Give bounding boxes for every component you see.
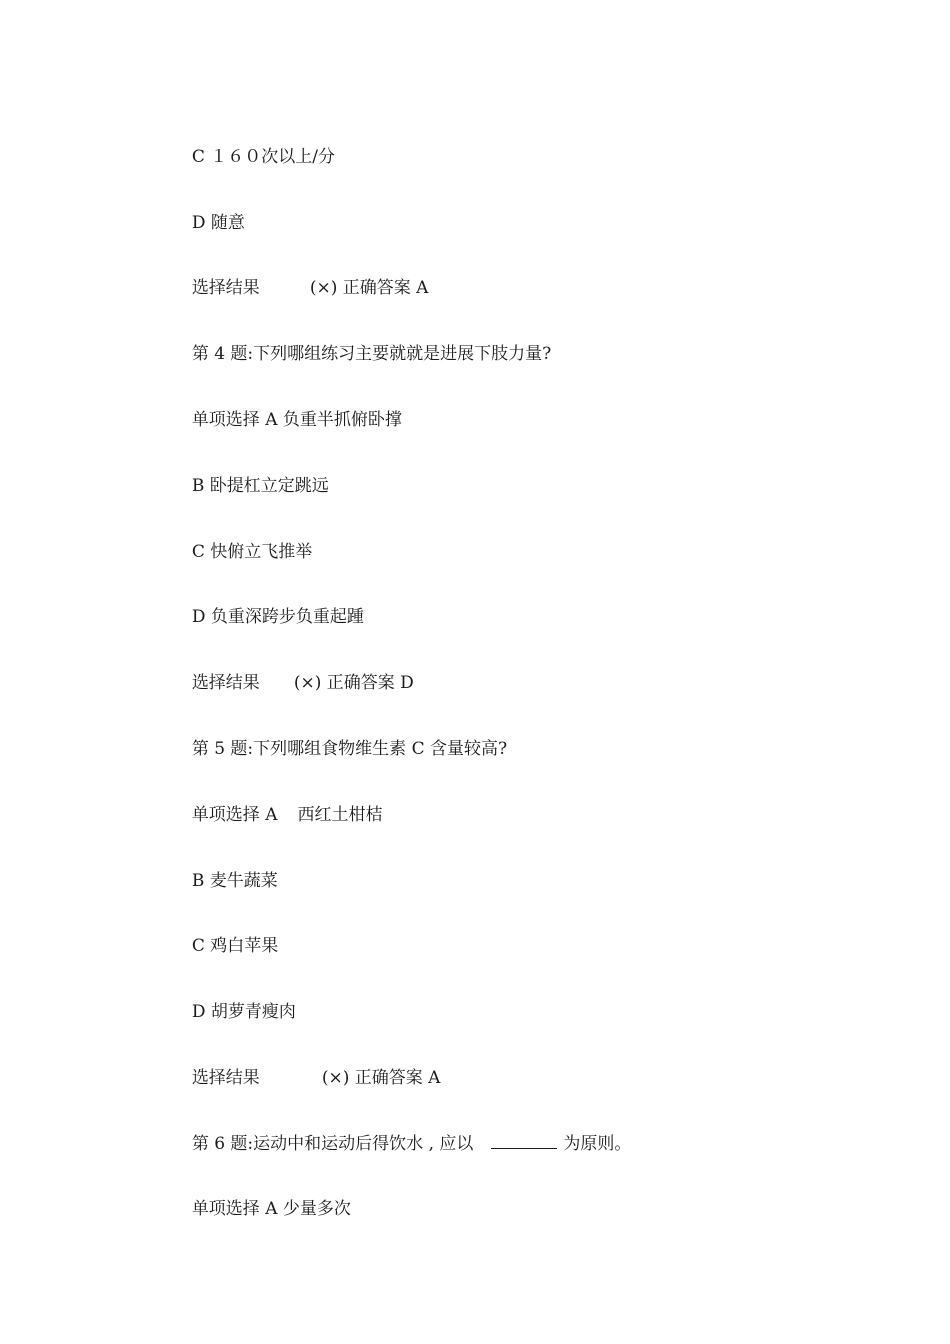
option-c-q3 bbox=[181, 127, 335, 167]
option-a-q6 bbox=[181, 1179, 351, 1219]
option-d-q5 bbox=[181, 982, 296, 1022]
question-4 bbox=[181, 324, 551, 364]
fill-in-blank bbox=[491, 1136, 557, 1149]
option-text: B 麦牛蔬菜 bbox=[191, 871, 278, 891]
option-text: 单项选择 A 少量多次 bbox=[191, 1199, 351, 1219]
question-5 bbox=[181, 719, 507, 759]
result-label: 选择结果 bbox=[191, 1068, 260, 1088]
option-b-q4 bbox=[181, 456, 329, 496]
result-q5 bbox=[181, 1048, 440, 1088]
option-c-q5 bbox=[181, 916, 278, 956]
option-text: C 快俯立飞推举 bbox=[191, 542, 313, 562]
option-b-q5 bbox=[181, 851, 278, 891]
question-text-end: 为原则。 bbox=[563, 1134, 632, 1154]
question-6 bbox=[181, 1114, 631, 1154]
option-text: 西红土柑桔 bbox=[297, 805, 383, 825]
option-text: B 卧提杠立定跳远 bbox=[191, 476, 329, 496]
option-text: C １６０次以上/分 bbox=[191, 147, 335, 167]
result-q4 bbox=[181, 653, 414, 693]
result-q3 bbox=[181, 258, 428, 298]
option-prefix: 单项选择 A bbox=[191, 805, 278, 825]
question-text: 第 5 题:下列哪组食物维生素 C 含量较高? bbox=[191, 739, 508, 759]
option-d-q3 bbox=[181, 193, 245, 233]
option-c-q4 bbox=[181, 522, 312, 562]
result-label: 选择结果 bbox=[191, 278, 260, 298]
result-answer: (×) 正确答案 D bbox=[293, 673, 414, 693]
result-answer: (×) 正确答案 A bbox=[309, 278, 429, 298]
question-text: 第 4 题:下列哪组练习主要就就是进展下肢力量? bbox=[191, 344, 552, 364]
option-d-q4 bbox=[181, 587, 364, 627]
option-text: D 负重深跨步负重起踵 bbox=[191, 607, 364, 627]
result-answer: (×) 正确答案 A bbox=[321, 1068, 441, 1088]
question-text: 第 6 题:运动中和运动后得饮水 , 应以 bbox=[191, 1134, 474, 1154]
option-a-q4 bbox=[181, 390, 402, 430]
option-text: D 随意 bbox=[191, 213, 245, 233]
option-text: C 鸡白苹果 bbox=[191, 936, 279, 956]
option-text: 单项选择 A 负重半抓俯卧撑 bbox=[191, 410, 402, 430]
option-a-q5 bbox=[181, 785, 383, 825]
option-text: D 胡萝青瘦肉 bbox=[191, 1002, 296, 1022]
result-label: 选择结果 bbox=[191, 673, 260, 693]
